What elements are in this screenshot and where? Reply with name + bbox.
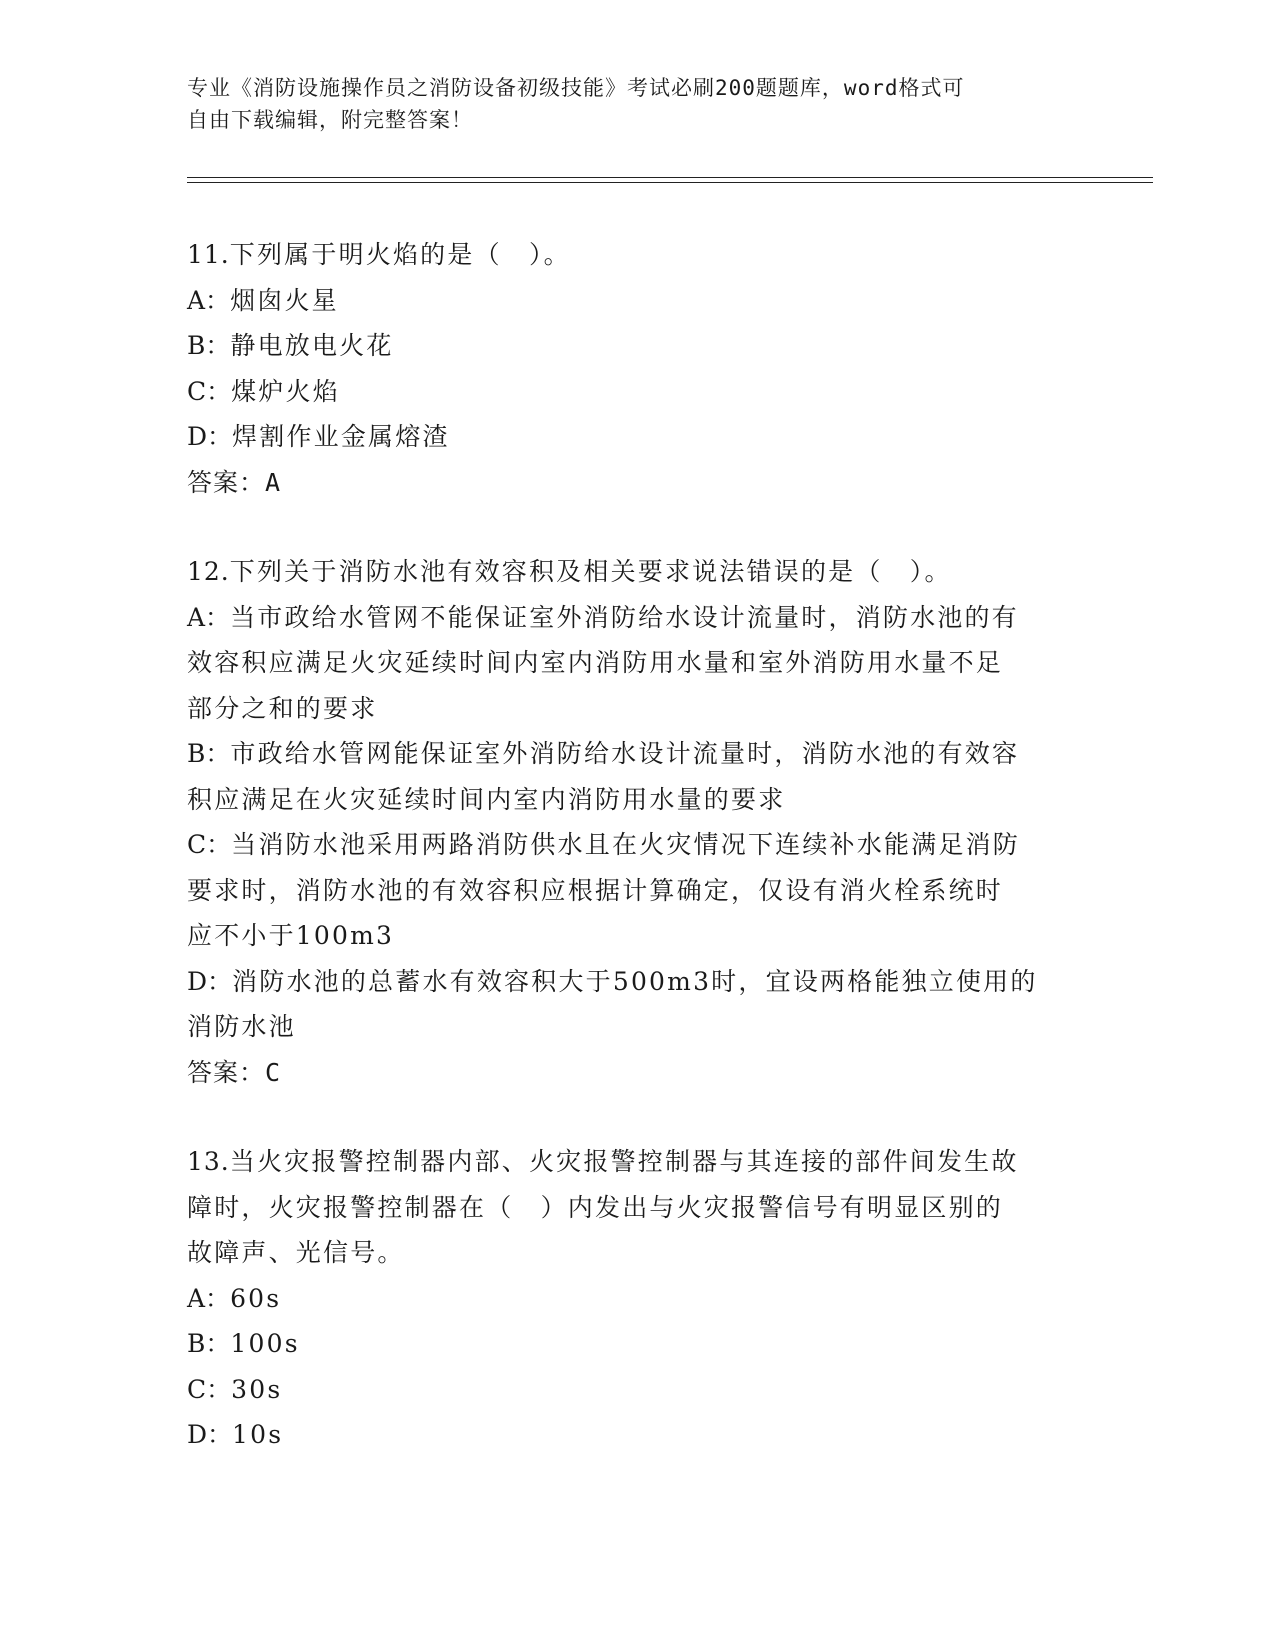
question-stem-continuation: 故障声、光信号。 [187, 1238, 405, 1267]
option-a-continuation: 部分之和的要求 [187, 693, 378, 723]
option-text: 10s [232, 1420, 284, 1449]
option-letter: A： [187, 285, 231, 315]
option-text: 静电放电火花 [230, 331, 394, 360]
answer-line: 答案：A [187, 467, 282, 497]
option-text: 市政给水管网能保证室外消防给水设计流量时，消防水池的有效容 [230, 739, 1020, 768]
option-letter: C： [187, 830, 232, 859]
question-11 [187, 232, 1077, 505]
header-intro-line-2: 自由下载编辑，附完整答案！ [187, 108, 473, 132]
question-stem [187, 1139, 1077, 1185]
header-intro-line-1: 专业《消防设施操作员之消防设备初级技能》考试必刷200题题库，word格式可 [187, 76, 965, 100]
option-c [187, 369, 1077, 415]
document-header [187, 72, 1067, 136]
option-letter: A： [187, 1283, 231, 1313]
option-text: 30s [231, 1374, 283, 1404]
question-stem-line: 下列关于消防水池有效容积及相关要求说法错误的是（ ）。 [229, 557, 952, 586]
option-c-continuation: 应不小于100m3 [187, 921, 395, 950]
option-text: 100s [230, 1329, 300, 1358]
header-divider [187, 177, 1153, 183]
option-letter: B： [187, 331, 231, 360]
option-text: 焊割作业金属熔渣 [232, 422, 450, 451]
option-b [187, 323, 1077, 369]
answer-line: 答案：C [187, 1057, 282, 1087]
question-number: 11. [187, 240, 230, 269]
question-number: 12. [187, 557, 230, 586]
option-a [187, 278, 1077, 324]
option-text: 当消防水池采用两路消防供水且在火灾情况下连续补水能满足消防 [231, 830, 1020, 859]
question-number: 13. [187, 1147, 230, 1176]
question-stem [187, 549, 1077, 595]
question-list [187, 232, 1077, 1502]
option-letter: A： [187, 602, 231, 632]
option-b [187, 1321, 1077, 1367]
option-b [187, 731, 1077, 777]
option-a [187, 595, 1077, 641]
option-text: 当市政给水管网不能保证室外消防给水设计流量时，消防水池的有 [230, 602, 1019, 632]
option-letter: D： [187, 1420, 233, 1449]
option-letter: D： [187, 966, 233, 996]
option-text: 消防水池的总蓄水有效容积大于500m3时，宜设两格能独立使用的 [232, 966, 1038, 996]
option-letter: B： [187, 739, 231, 768]
question-stem [187, 232, 1077, 278]
question-stem-line: 下列属于明火焰的是（ ）。 [229, 240, 571, 269]
option-a-continuation: 效容积应满足火灾延续时间内室内消防用水量和室外消防用水量不足 [187, 648, 1004, 677]
option-d [187, 414, 1077, 460]
question-12 [187, 549, 1077, 1095]
option-letter: D： [187, 422, 233, 451]
option-b-continuation: 积应满足在火灾延续时间内室内消防用水量的要求 [187, 784, 786, 814]
question-stem-continuation: 障时，火灾报警控制器在（ ）内发出与火灾报警信号有明显区别的 [187, 1192, 1004, 1222]
option-c-continuation: 要求时，消防水池的有效容积应根据计算确定，仅设有消火栓系统时 [187, 875, 1004, 905]
option-text: 60s [230, 1283, 282, 1313]
option-letter: C： [187, 376, 232, 406]
option-d [187, 1412, 1077, 1458]
option-text: 烟囱火星 [230, 285, 339, 315]
option-letter: B： [187, 1329, 231, 1358]
option-letter: C： [187, 1374, 232, 1404]
option-text: 煤炉火焰 [231, 376, 340, 406]
option-c [187, 1367, 1077, 1413]
option-a [187, 1276, 1077, 1322]
option-c [187, 822, 1077, 868]
option-d-continuation: 消防水池 [187, 1012, 296, 1041]
question-13 [187, 1139, 1077, 1458]
option-d [187, 959, 1077, 1005]
question-stem-line: 当火灾报警控制器内部、火灾报警控制器与其连接的部件间发生故 [229, 1147, 1019, 1176]
